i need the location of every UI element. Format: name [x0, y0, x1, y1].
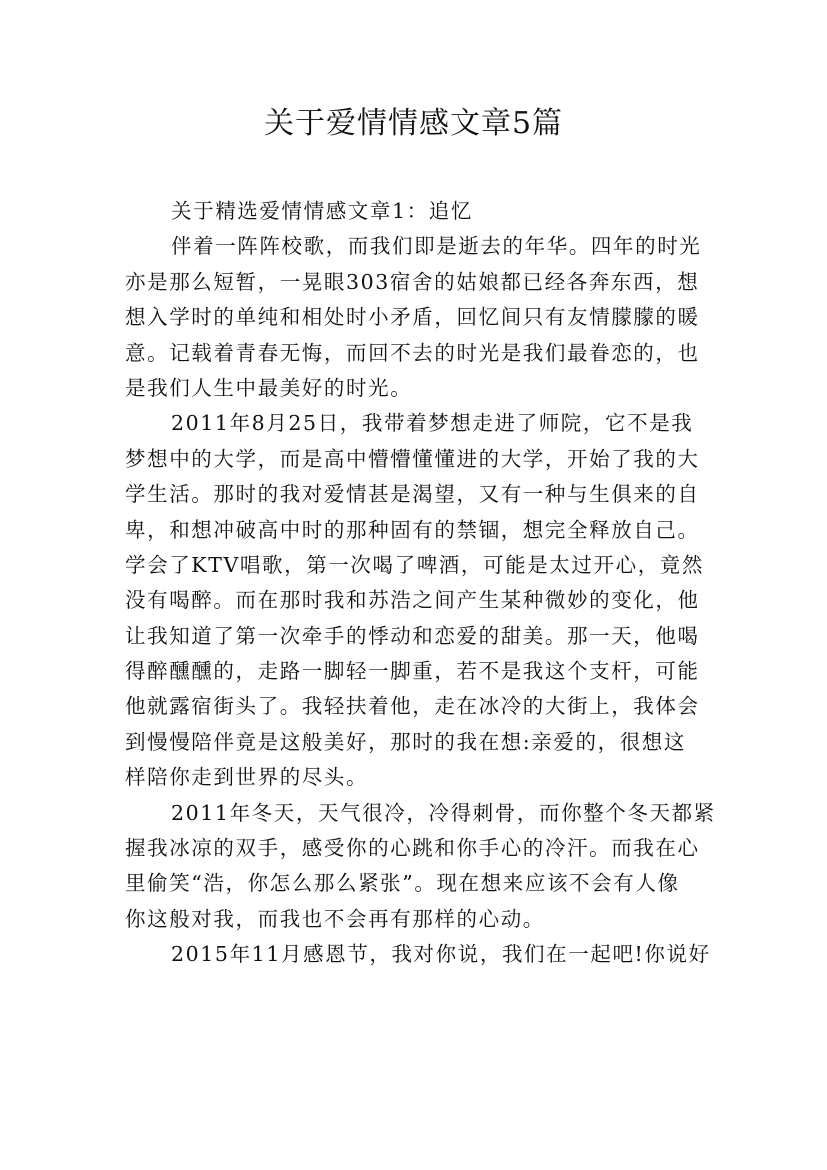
text-line: 亦是那么短暂，一晃眼303宿舍的姑娘都已经各奔东西，想	[125, 269, 700, 294]
text-line: 卑，和想冲破高中时的那种固有的禁锢，想完全释放自己。	[125, 517, 700, 542]
text-line: 你这般对我，而我也不会再有那样的心动。	[125, 906, 545, 931]
text-line: 梦想中的大学，而是高中懵懵懂懂进的大学，开始了我的大	[125, 446, 700, 471]
document-title: 关于爱情情感文章5篇	[263, 106, 564, 141]
article-body	[125, 194, 716, 973]
text-line: 伴着一阵阵校歌，而我们即是逝去的年华。四年的时光	[171, 234, 702, 259]
text-line: 2011年冬天，天气很冷，冷得刺骨，而你整个冬天都紧	[171, 800, 716, 825]
text-line: 学生活。那时的我对爱情甚是渴望，又有一种与生俱来的自	[125, 482, 700, 507]
text-line: 没有喝醉。而在那时我和苏浩之间产生某种微妙的变化，他	[125, 588, 700, 613]
text-line: 学会了KTV唱歌，第一次喝了啤酒，可能是太过开心，竟然	[125, 552, 704, 577]
text-line: 意。记载着青春无悔，而回不去的时光是我们最眷恋的，也	[125, 340, 700, 365]
text-line: 握我冰凉的双手，感受你的心跳和你手心的冷汗。而我在心	[125, 836, 700, 861]
text-line: 是我们人生中最美好的时光。	[125, 375, 413, 400]
section-heading: 关于精选爱情情感文章1：追忆	[171, 199, 473, 223]
text-line: 想入学时的单纯和相处时小矛盾，回忆间只有友情朦朦的暖	[125, 305, 700, 330]
text-line: 到慢慢陪伴竟是这般美好，那时的我在想:亲爱的，很想这	[125, 729, 687, 754]
text-line: 2015年11月感恩节，我对你说，我们在一起吧!你说好	[171, 942, 711, 967]
text-line: 2011年8月25日，我带着梦想走进了师院，它不是我	[171, 411, 694, 436]
text-line: 让我知道了第一次牵手的悸动和恋爱的甜美。那一天，他喝	[125, 623, 700, 648]
text-line: 他就露宿街头了。我轻扶着他，走在冰冷的大街上，我体会	[125, 694, 700, 719]
text-line: 得醉醺醺的，走路一脚轻一脚重，若不是我这个支杆，可能	[125, 659, 700, 684]
text-line: 样陪你走到世界的尽头。	[125, 765, 369, 790]
text-line: 里偷笑“浩，你怎么那么紧张”。现在想来应该不会有人像	[125, 871, 680, 896]
